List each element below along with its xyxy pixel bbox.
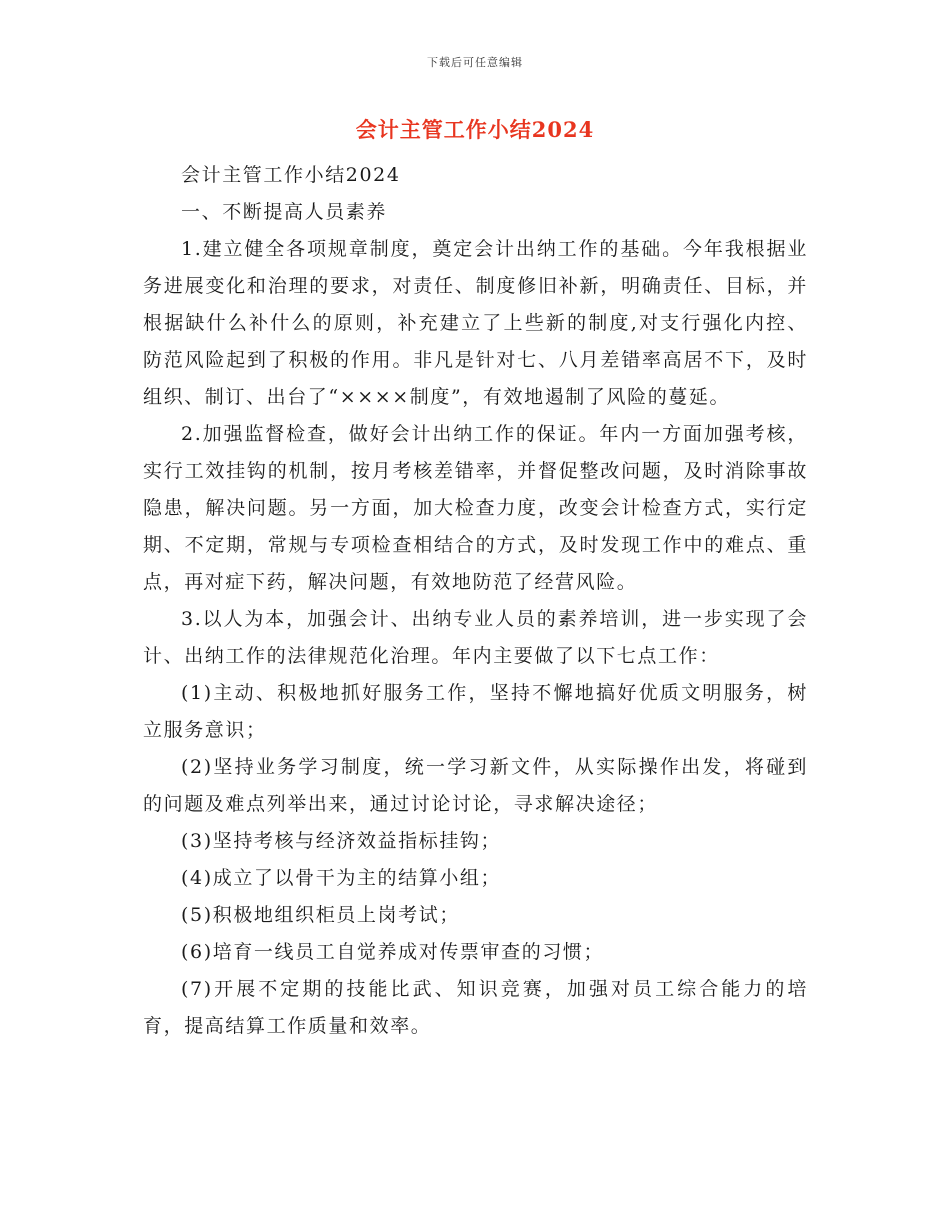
list-item: (4)成立了以骨干为主的结算小组； <box>181 867 502 889</box>
list-item: (3)坚持考核与经济效益指标挂钩； <box>181 830 502 852</box>
list-item: (7)开展不定期的技能比武、知识竞赛，加强对员工综合能力的培育，提高结算工作质量和效率。 <box>143 978 808 1037</box>
paragraph: 1.建立健全各项规章制度，奠定会计出纳工作的基础。今年我根据业务进展变化和治理的要求，对责任、制度修旧补新，明确责任、目标，并根据缺什么补什么的原则，补充建立了上些新的制度,对支行强化内控、防范风险起到了积极的作用。非凡是针对七、八月差错率高居不下，及时组织、制订、出台了“××××制度”，有效地遏制了风险的蔓延。 <box>143 238 808 408</box>
paragraph: 3.以人为本，加强会计、出纳专业人员的素养培训，进一步实现了会计、出纳工作的法律规范化治理。年内主要做了以下七点工作： <box>143 608 808 667</box>
list-item: (2)坚持业务学习制度，统一学习新文件，从实际操作出发，将碰到的问题及难点列举出来，通过讨论讨论，寻求解决途径； <box>143 756 808 815</box>
paragraph-subtitle: 会计主管工作小结2024 <box>181 164 401 186</box>
document-title: 会计主管工作小结2024 <box>355 117 595 142</box>
section-heading: 一、不断提高人员素养 <box>181 201 388 223</box>
list-item: (5)积极地组织柜员上岗考试； <box>181 904 460 926</box>
document-body <box>143 157 808 1045</box>
list-item: (1)主动、积极地抓好服务工作，坚持不懈地搞好优质文明服务，树立服务意识； <box>143 682 808 741</box>
header-note: 下载后可任意编辑 <box>427 56 523 69</box>
paragraph: 2.加强监督检查，做好会计出纳工作的保证。年内一方面加强考核，实行工效挂钩的机制，按月考核差错率，并督促整改问题，及时消除事故隐患，解决问题。另一方面，加大检查力度，改变会计检查方式，实行定期、不定期，常规与专项检查相结合的方式，及时发现工作中的难点、重点，再对症下药，解决问题，有效地防范了经营风险。 <box>143 423 808 593</box>
list-item: (6)培育一线员工自觉养成对传票审查的习惯； <box>181 941 605 963</box>
